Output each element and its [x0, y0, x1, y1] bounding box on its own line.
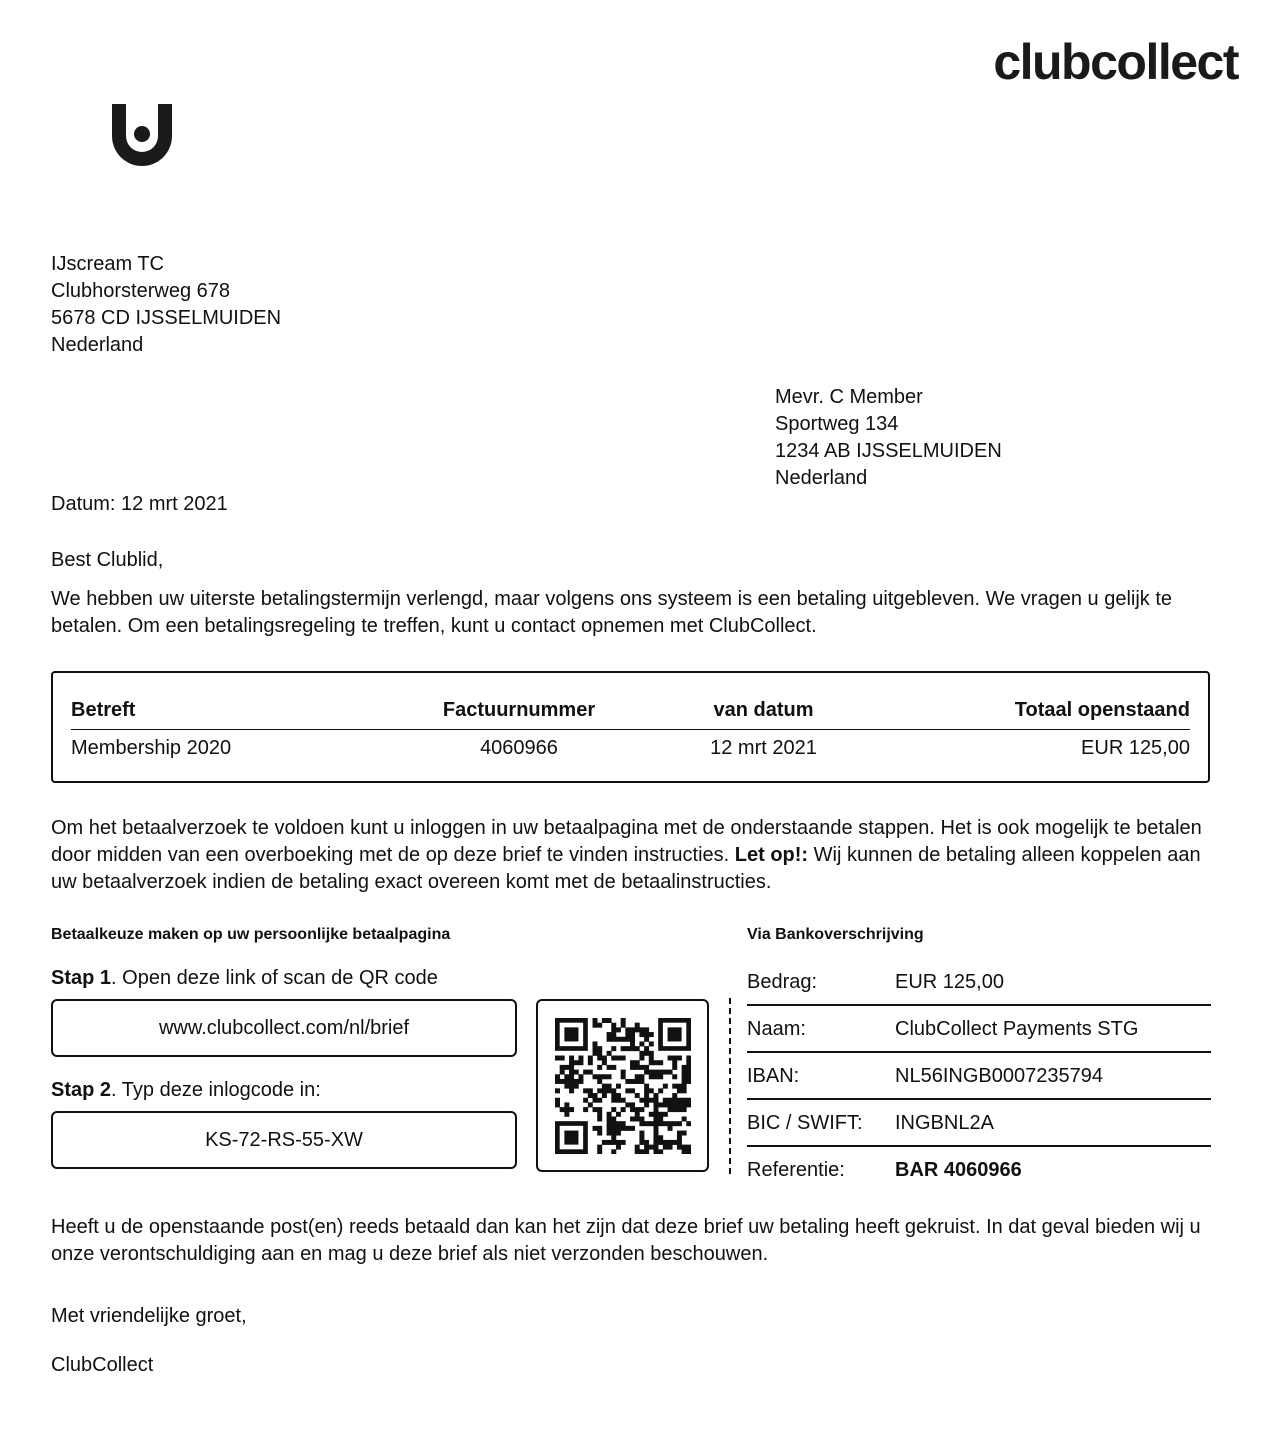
sender-country: Nederland	[51, 334, 144, 356]
closing-paragraph: Heeft u de openstaande post(en) reeds betaald dan kan het zijn dat deze brief uw betaling heeft gekruist. In dat geval bieden wij u onze verontschuldiging aan en mag u deze brief als niet verzonden beschouwen.	[51, 1216, 1201, 1265]
salutation: Best Clublid,	[51, 549, 164, 571]
intro-paragraph: We hebben uw uiterste betalingstermijn verlengd, maar volgens ons systeem is een betaling uitgebleven. We vragen u gelijk te betalen. Om een betalingsregeling te treffen, kunt u contact opnemen met ClubCollect.	[51, 588, 1173, 637]
table-row	[71, 731, 1190, 767]
payment-link-field[interactable]: www.clubcollect.com/nl/brief	[51, 999, 517, 1057]
bank-details	[747, 960, 1211, 1193]
recipient-city: 1234 AB IJSSELMUIDEN	[775, 440, 1002, 462]
cell-van-datum: 12 mrt 2021	[710, 737, 817, 759]
iban-label: IBAN:	[747, 1065, 800, 1087]
recipient-address	[775, 384, 1002, 492]
login-code-field[interactable]: KS-72-RS-55-XW	[51, 1111, 517, 1169]
signoff: ClubCollect	[51, 1354, 154, 1376]
recipient-country: Nederland	[775, 467, 868, 489]
sender-city: 5678 CD IJSSELMUIDEN	[51, 307, 282, 329]
brand-logo: clubcollect	[993, 34, 1238, 90]
dashed-divider	[729, 998, 731, 1174]
bic-value: INGBNL2A	[895, 1112, 994, 1134]
step-2-text: . Typ deze inlogcode in:	[111, 1079, 321, 1101]
bank-row-iban	[747, 1054, 1211, 1100]
header-totaal-openstaand: Totaal openstaand	[1014, 699, 1190, 721]
cell-betreft: Membership 2020	[71, 737, 232, 759]
amount-label: Bedrag:	[747, 971, 818, 993]
greeting: Met vriendelijke groet,	[51, 1305, 247, 1327]
header-betreft: Betreft	[71, 699, 136, 721]
warning-label: Let op!:	[734, 844, 809, 866]
iban-value: NL56INGB0007235794	[895, 1065, 1103, 1087]
online-payment-heading: Betaalkeuze maken op uw persoonlijke betaalpagina	[51, 926, 451, 943]
bank-row-amount	[747, 960, 1211, 1006]
recipient-name: Mevr. C Member	[775, 386, 923, 408]
header-factuurnummer: Factuurnummer	[442, 699, 596, 721]
step-1-text: . Open deze link of scan de QR code	[111, 967, 438, 989]
instructions-paragraph	[51, 815, 1211, 896]
amount-value: EUR 125,00	[895, 971, 1004, 993]
invoice-header-row	[71, 693, 1190, 730]
club-logo-icon	[108, 98, 176, 170]
name-label: Naam:	[747, 1018, 806, 1040]
sender-name: IJscream TC	[51, 253, 164, 275]
step-1-label: Stap 1	[51, 967, 112, 989]
header-van-datum: van datum	[713, 699, 814, 721]
step-2	[51, 1077, 321, 1104]
reference-label: Referentie:	[747, 1159, 845, 1181]
step-2-label: Stap 2	[51, 1079, 112, 1101]
instructions-warning-text: Wij kunnen de betaling alleen koppelen aan uw betaalverzoek indien de betaling exact overeen komt met de betaalinstructies.	[51, 844, 1201, 893]
invoice-table	[51, 671, 1210, 783]
cell-totaal-openstaand: EUR 125,00	[1081, 737, 1190, 759]
step-1	[51, 965, 438, 992]
letter-date: Datum: 12 mrt 2021	[51, 493, 228, 515]
recipient-street: Sportweg 134	[775, 413, 899, 435]
sender-address	[51, 251, 281, 359]
bic-label: BIC / SWIFT:	[747, 1112, 863, 1134]
instructions-text: Om het betaalverzoek te voldoen kunt u inloggen in uw betaalpagina met de onderstaande stappen. Het is ook mogelijk te betalen door midden van een overboeking met de op deze brief te vinden instructies.	[51, 817, 1202, 866]
bank-row-name	[747, 1007, 1211, 1053]
bank-transfer-heading: Via Bankoverschrijving	[747, 926, 924, 943]
bank-row-bic	[747, 1101, 1211, 1147]
cell-factuurnummer: 4060966	[480, 737, 558, 759]
qr-code-icon[interactable]	[536, 999, 709, 1172]
sender-street: Clubhorsterweg 678	[51, 280, 230, 302]
reference-value: BAR 4060966	[895, 1159, 1022, 1181]
bank-row-reference	[747, 1148, 1211, 1192]
name-value: ClubCollect Payments STG	[895, 1018, 1139, 1040]
